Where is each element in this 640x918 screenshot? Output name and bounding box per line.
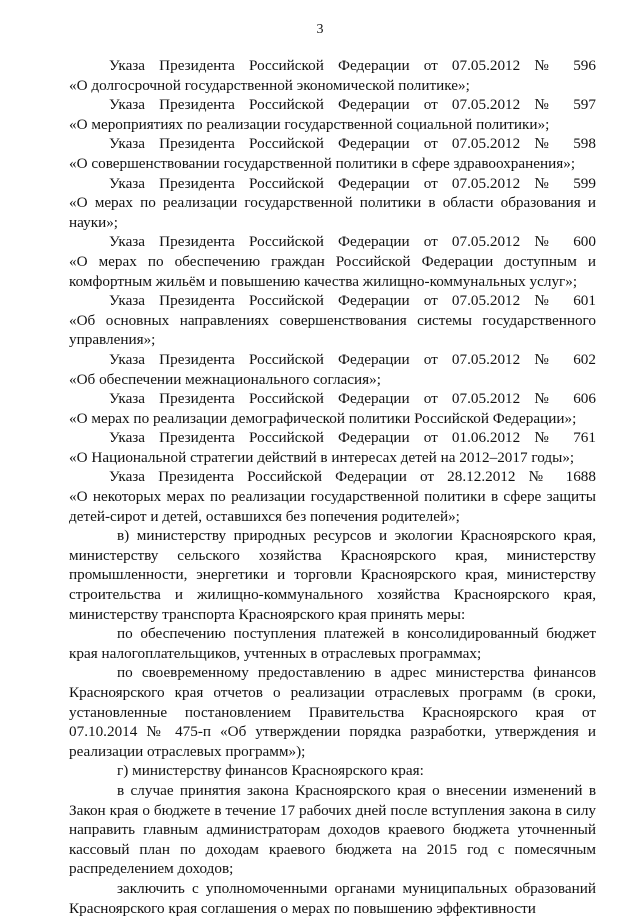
decree-title: «О долгосрочной государственной экономической политике»; bbox=[69, 76, 470, 94]
decree-title: «О мерах по реализации демографической политики Российской Федерации»; bbox=[69, 409, 577, 427]
paragraph-item-g-action-1: в случае принятия закона Красноярского края о внесении изменений в Закон края о бюджете в течение 17 рабочих дней после вступления закона в силу направить главным администраторам доходов краевого бюджета уточненный кассовый план по доходам краевого бюджета на 2015 год с помесячным распределением доходов; bbox=[69, 781, 596, 878]
decree-heading-line: Указа Президента Российской Федерации от 28.12.2012 № 1688 bbox=[109, 468, 596, 486]
decree-paragraph bbox=[69, 291, 596, 350]
decree-paragraph bbox=[69, 350, 596, 389]
decree-paragraph bbox=[69, 134, 596, 173]
decree-title: «О мерах по обеспечению граждан Российской Федерации доступным и комфортным жильём и повышению качества жилищно-коммунальных услуг»; bbox=[69, 252, 596, 290]
paragraph-item-v-measure-2: по своевременному предоставлению в адрес министерства финансов Красноярского края отчетов о реализации отраслевых программ (в сроки, установленные постановлением Правительства Красноярского края от 07.10.2014 № 475-п «Об утверждении порядка разработки, утверждения и реализации отраслевых программ»); bbox=[69, 664, 596, 760]
decree-list bbox=[69, 56, 596, 526]
decree-paragraph bbox=[69, 467, 596, 526]
decree-title: «О совершенствовании государственной политики в сфере здравоохранения»; bbox=[69, 154, 576, 172]
decree-paragraph bbox=[69, 232, 596, 291]
decree-title: «О мероприятиях по реализации государственной социальной политики»; bbox=[69, 115, 550, 133]
decree-paragraph bbox=[69, 174, 596, 233]
document-body bbox=[69, 56, 596, 918]
decree-heading-line: Указа Президента Российской Федерации от 07.05.2012 № 600 bbox=[109, 233, 596, 251]
decree-heading-line: Указа Президента Российской Федерации от 07.05.2012 № 601 bbox=[109, 292, 596, 310]
page-number: 3 bbox=[316, 22, 324, 37]
decree-paragraph bbox=[69, 428, 596, 467]
paragraph-item-g: г) министерству финансов Красноярского края: bbox=[117, 762, 424, 780]
decree-title: «Об обеспечении межнационального согласия»; bbox=[69, 370, 381, 388]
decree-heading-line: Указа Президента Российской Федерации от 07.05.2012 № 598 bbox=[109, 135, 596, 153]
decree-heading-line: Указа Президента Российской Федерации от 01.06.2012 № 761 bbox=[109, 429, 596, 447]
decree-heading-line: Указа Президента Российской Федерации от 07.05.2012 № 602 bbox=[109, 350, 596, 368]
decree-heading-line: Указа Президента Российской Федерации от 07.05.2012 № 606 bbox=[109, 390, 596, 408]
decree-title: «О мерах по реализации государственной политики в области образования и науки»; bbox=[69, 194, 596, 231]
decree-paragraph bbox=[69, 95, 596, 134]
decree-heading-line: Указа Президента Российской Федерации от 07.05.2012 № 596 bbox=[109, 57, 596, 74]
decree-title: «Об основных направлениях совершенствования системы государственного управления»; bbox=[69, 311, 596, 349]
paragraph-item-g-action-2: заключить с уполномоченными органами муниципальных образований Красноярского края соглашения о мерах по повышению эффективности bbox=[69, 879, 596, 917]
decree-heading-line: Указа Президента Российской Федерации от 07.05.2012 № 597 bbox=[109, 96, 596, 114]
paragraph-item-v-measure-1: по обеспечению поступления платежей в консолидированный бюджет края налогоплательщиков, учтенных в отраслевых программах; bbox=[69, 625, 596, 662]
paragraph-item-v: в) министерству природных ресурсов и экологии Красноярского края, министерству сельского хозяйства Красноярского края, министерству промышленности, энергетики и торговли Красноярского края, министерству строительства и жилищно-коммунального хозяйства Красноярского края, министерству транспорта Красноярского края принять меры: bbox=[69, 527, 596, 623]
decree-heading-line: Указа Президента Российской Федерации от 07.05.2012 № 599 bbox=[109, 174, 596, 192]
decree-paragraph bbox=[69, 56, 596, 95]
decree-title: «О Национальной стратегии действий в интересах детей на 2012–2017 годы»; bbox=[69, 448, 575, 466]
decree-title: «О некоторых мерах по реализации государственной политики в сфере защиты детей-сирот и детей, оставшихся без попечения родителей»; bbox=[69, 488, 596, 525]
decree-paragraph bbox=[69, 389, 596, 428]
